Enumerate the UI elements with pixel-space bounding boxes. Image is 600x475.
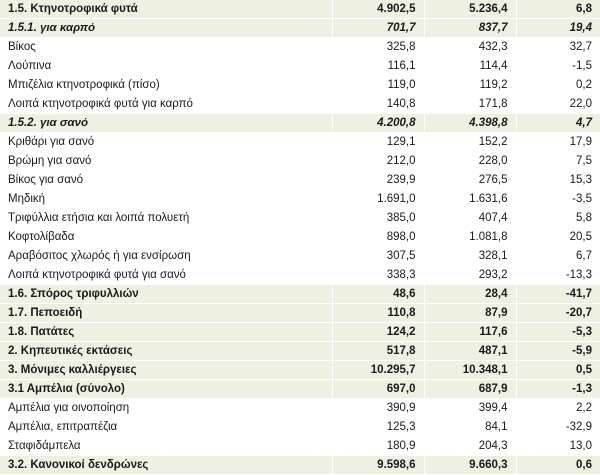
row-value-1: 124,2	[332, 323, 424, 342]
row-value-1: 140,8	[332, 95, 424, 114]
table-row	[0, 57, 600, 76]
row-value-3: -5,3	[516, 323, 600, 342]
row-value-2: 837,7	[424, 19, 516, 38]
row-value-3: 4,7	[516, 114, 600, 133]
row-value-1: 116,1	[332, 57, 424, 76]
row-value-2: 117,6	[424, 323, 516, 342]
table-row	[0, 437, 600, 456]
table-row	[0, 342, 600, 361]
row-value-3: 2,2	[516, 399, 600, 418]
table-row	[0, 114, 600, 133]
row-label: 3. Μόνιμες καλλιέργειες	[0, 361, 332, 380]
row-label: 3.1 Αμπέλια (σύνολο)	[0, 380, 332, 399]
row-value-3: -1,3	[516, 380, 600, 399]
row-value-2: 1.631,6	[424, 190, 516, 209]
row-value-3: 7,5	[516, 152, 600, 171]
row-value-3: 0,5	[516, 361, 600, 380]
row-label: Μηδική	[0, 190, 332, 209]
row-value-3: 6,7	[516, 247, 600, 266]
row-value-2: 10.348,1	[424, 361, 516, 380]
table-row	[0, 228, 600, 247]
row-value-2: 328,1	[424, 247, 516, 266]
row-label: Λοιπά κτηνοτροφικά φυτά για σανό	[0, 266, 332, 285]
row-value-3: 17,9	[516, 133, 600, 152]
row-label: 1.5.2. για σανό	[0, 114, 332, 133]
row-value-2: 28,4	[424, 285, 516, 304]
row-label: Λούπινα	[0, 57, 332, 76]
row-value-1: 10.295,7	[332, 361, 424, 380]
row-value-1: 4.902,5	[332, 0, 424, 19]
table-row	[0, 247, 600, 266]
table-row	[0, 152, 600, 171]
row-value-2: 119,2	[424, 76, 516, 95]
row-value-3: 32,7	[516, 38, 600, 57]
row-label: Κοφτολίβαδα	[0, 228, 332, 247]
row-value-2: 399,4	[424, 399, 516, 418]
row-value-1: 119,0	[332, 76, 424, 95]
row-label: 1.8. Πατάτες	[0, 323, 332, 342]
row-value-3: -5,9	[516, 342, 600, 361]
row-label: Κριθάρι για σανό	[0, 133, 332, 152]
row-value-2: 228,0	[424, 152, 516, 171]
row-value-3: 13,0	[516, 437, 600, 456]
row-value-3: 22,0	[516, 95, 600, 114]
row-value-1: 390,9	[332, 399, 424, 418]
row-value-1: 385,0	[332, 209, 424, 228]
row-value-3: 5,8	[516, 209, 600, 228]
table-row	[0, 95, 600, 114]
row-value-3: -32,9	[516, 418, 600, 437]
row-value-2: 9.660,3	[424, 456, 516, 475]
row-label: Βρώμη για σανό	[0, 152, 332, 171]
row-value-2: 5.236,4	[424, 0, 516, 19]
row-value-3: -13,3	[516, 266, 600, 285]
row-value-1: 110,8	[332, 304, 424, 323]
table-row	[0, 76, 600, 95]
table-row	[0, 323, 600, 342]
table-row	[0, 38, 600, 57]
row-value-2: 432,3	[424, 38, 516, 57]
row-value-3: -20,7	[516, 304, 600, 323]
row-label: 1.7. Πεποειδή	[0, 304, 332, 323]
row-value-2: 487,1	[424, 342, 516, 361]
row-value-2: 84,1	[424, 418, 516, 437]
row-value-2: 152,2	[424, 133, 516, 152]
row-value-1: 307,5	[332, 247, 424, 266]
row-value-1: 338,3	[332, 266, 424, 285]
row-label: Βίκος για σανό	[0, 171, 332, 190]
row-label: 3.2. Κανονικοί δενδρώνες	[0, 456, 332, 475]
row-value-2: 276,5	[424, 171, 516, 190]
row-value-3: 6,8	[516, 0, 600, 19]
table-row	[0, 304, 600, 323]
row-value-1: 517,8	[332, 342, 424, 361]
row-value-2: 114,4	[424, 57, 516, 76]
row-value-1: 325,8	[332, 38, 424, 57]
table-row	[0, 19, 600, 38]
row-label: 1.6. Σπόρος τριφυλλιών	[0, 285, 332, 304]
row-value-3: 15,3	[516, 171, 600, 190]
row-value-1: 180,9	[332, 437, 424, 456]
row-value-3: 19,4	[516, 19, 600, 38]
table-row	[0, 380, 600, 399]
row-value-1: 212,0	[332, 152, 424, 171]
row-label: Μπιζέλια κτηνοτροφικά (πίσο)	[0, 76, 332, 95]
row-value-1: 697,0	[332, 380, 424, 399]
table-row	[0, 418, 600, 437]
row-value-1: 48,6	[332, 285, 424, 304]
row-value-1: 1.691,0	[332, 190, 424, 209]
row-value-3: 0,6	[516, 456, 600, 475]
row-value-2: 4.398,8	[424, 114, 516, 133]
table-row	[0, 456, 600, 475]
row-value-1: 129,1	[332, 133, 424, 152]
row-label: Αμπέλια για οινοποίηση	[0, 399, 332, 418]
table-row	[0, 190, 600, 209]
row-label: 1.5.1. για καρπό	[0, 19, 332, 38]
table-row	[0, 0, 600, 19]
row-value-3: -1,5	[516, 57, 600, 76]
row-label: Λοιπά κτηνοτροφικά φυτά για καρπό	[0, 95, 332, 114]
row-label: 1.5. Κτηνοτροφικά φυτά	[0, 0, 332, 19]
row-label: Τριφύλλια ετήσια και λοιπά πολυετή	[0, 209, 332, 228]
row-value-1: 125,3	[332, 418, 424, 437]
table-row	[0, 133, 600, 152]
row-value-3: -3,5	[516, 190, 600, 209]
table-row	[0, 171, 600, 190]
row-value-2: 1.081,8	[424, 228, 516, 247]
row-value-1: 239,9	[332, 171, 424, 190]
row-value-2: 687,9	[424, 380, 516, 399]
table-row	[0, 399, 600, 418]
row-value-2: 204,3	[424, 437, 516, 456]
row-label: 2. Κηπευτικές εκτάσεις	[0, 342, 332, 361]
row-label: Αμπέλια, επιτραπέζια	[0, 418, 332, 437]
row-label: Σταφιδάμπελα	[0, 437, 332, 456]
row-value-1: 701,7	[332, 19, 424, 38]
row-value-1: 898,0	[332, 228, 424, 247]
row-value-2: 171,8	[424, 95, 516, 114]
row-value-1: 4.200,8	[332, 114, 424, 133]
row-value-3: 20,5	[516, 228, 600, 247]
table-row	[0, 361, 600, 380]
row-value-2: 87,9	[424, 304, 516, 323]
row-value-3: 0,2	[516, 76, 600, 95]
row-label: Βίκος	[0, 38, 332, 57]
table-row	[0, 285, 600, 304]
row-value-3: -41,7	[516, 285, 600, 304]
row-value-1: 9.598,6	[332, 456, 424, 475]
table-row	[0, 209, 600, 228]
row-value-2: 407,4	[424, 209, 516, 228]
row-value-2: 293,2	[424, 266, 516, 285]
row-label: Αραβόσιτος χλωρός ή για ενσίρωση	[0, 247, 332, 266]
table-row	[0, 266, 600, 285]
